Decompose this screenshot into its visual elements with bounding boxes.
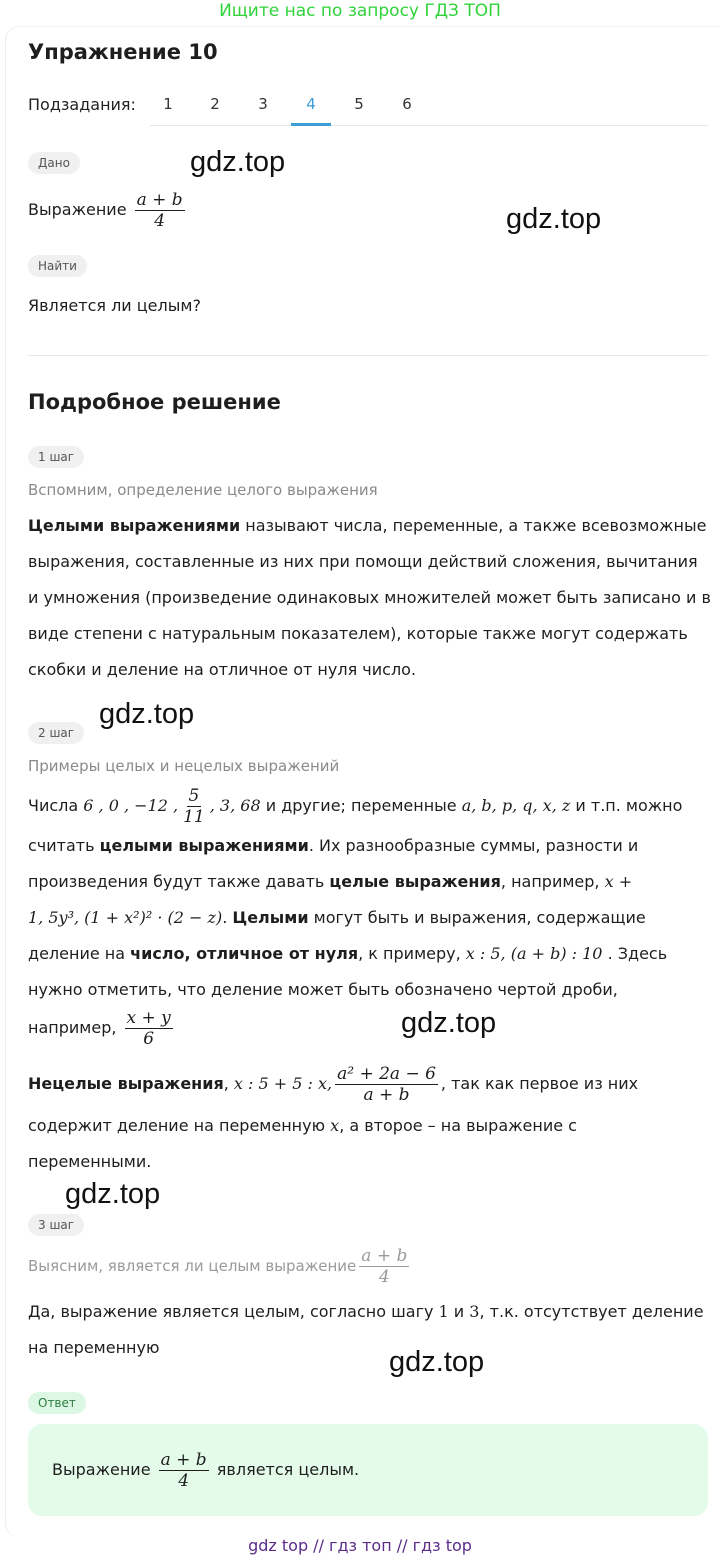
- step3-chip: 3 шаг: [28, 1214, 84, 1236]
- d: 4: [378, 1267, 390, 1287]
- tab-5[interactable]: 5: [354, 95, 364, 113]
- section-divider: [28, 355, 708, 356]
- answer-text: [52, 1448, 359, 1492]
- given-denominator: 4: [154, 211, 166, 231]
- n: a² + 2a − 6: [337, 1064, 436, 1084]
- watermark: gdz.top: [99, 698, 195, 730]
- given-fraction: [135, 190, 185, 231]
- t: , а второе – на выражение с: [339, 1116, 577, 1135]
- frac-nonint: [335, 1064, 438, 1105]
- m: 1, 5y³, (1 + x²)² · (2 − z): [28, 908, 223, 927]
- step3-caption-line: [28, 1246, 412, 1287]
- b: Целыми: [232, 908, 309, 927]
- step3-line1: [28, 1294, 713, 1330]
- step2-line3: [28, 864, 713, 900]
- step2-line4: [28, 900, 713, 936]
- tab-2[interactable]: 2: [210, 95, 220, 113]
- frac-5-11: [181, 786, 207, 827]
- b: Нецелые выражения: [28, 1074, 224, 1093]
- step2-caption: Примеры целых и нецелых выражений: [28, 757, 340, 775]
- step2-line5: [28, 936, 713, 972]
- step1-chip: 1 шаг: [28, 446, 84, 468]
- t: считать: [28, 836, 100, 855]
- given-statement: [28, 190, 188, 231]
- m: 6 , 0 , −12 ,: [83, 796, 179, 815]
- n: 5: [188, 786, 200, 806]
- page-title: Упражнение 10: [28, 40, 218, 64]
- step2-line2: [28, 828, 713, 864]
- t: , к примеру,: [358, 944, 466, 963]
- answer-chip: Ответ: [28, 1392, 86, 1414]
- b: целые выражения: [329, 872, 501, 891]
- step3-caption: Выясним, является ли целым выражение: [28, 1257, 357, 1275]
- d: 4: [178, 1471, 190, 1491]
- n: a + b: [160, 1450, 207, 1470]
- footer-links[interactable]: gdz top // гдз топ // гдз top: [248, 1536, 472, 1555]
- t: и: [448, 1302, 470, 1321]
- m: 3: [469, 1302, 480, 1321]
- step2-line8: [28, 1064, 713, 1105]
- given-numerator: a + b: [136, 190, 183, 210]
- t: деление на: [28, 944, 131, 963]
- frac-xy-6: [125, 1008, 173, 1049]
- promo-banner[interactable]: Ищите нас по запросу ГДЗ ТОП: [219, 1, 501, 21]
- step1-text: [28, 508, 713, 688]
- t: например,: [28, 1018, 122, 1037]
- d: 11: [183, 807, 205, 827]
- tabs-divider: [150, 125, 708, 126]
- step2-line10: переменными.: [28, 1152, 152, 1171]
- step2-line9: [28, 1108, 713, 1144]
- step2-chip: 2 шаг: [28, 722, 84, 744]
- m: 1: [438, 1302, 449, 1321]
- active-tab-indicator: [291, 123, 331, 126]
- step3-line2: на переменную: [28, 1338, 160, 1357]
- t: могут быть и выражения, содержащие: [308, 908, 646, 927]
- t: содержит деление на переменную: [28, 1116, 331, 1135]
- t: является целым.: [216, 1460, 360, 1479]
- t: , так как первое из них: [440, 1074, 639, 1093]
- n: x + y: [126, 1008, 171, 1028]
- step1-caption: Вспомним, определение целого выражения: [28, 481, 378, 499]
- given-chip: Дано: [28, 152, 80, 174]
- t: , т.к. отсутствует деление: [479, 1302, 704, 1321]
- t: и т.п. можно: [570, 796, 683, 815]
- watermark: gdz.top: [401, 1007, 497, 1039]
- t: ,: [223, 1074, 234, 1093]
- step3-fraction: [359, 1246, 409, 1287]
- watermark: gdz.top: [389, 1346, 485, 1378]
- watermark: gdz.top: [190, 146, 286, 178]
- tab-3[interactable]: 3: [258, 95, 268, 113]
- d: a + b: [363, 1085, 410, 1105]
- n: a + b: [361, 1246, 408, 1266]
- t: и другие; переменные: [260, 796, 462, 815]
- find-text: Является ли целым?: [28, 296, 201, 315]
- m: , 3, 68: [209, 796, 261, 815]
- t: .: [222, 908, 233, 927]
- solution-title: Подробное решение: [28, 390, 281, 414]
- t: , например,: [500, 872, 605, 891]
- m: x : 5 + 5 : x,: [233, 1074, 333, 1093]
- b: целыми выражениями: [99, 836, 309, 855]
- tab-1[interactable]: 1: [163, 95, 173, 113]
- subtasks-label: Подзадания:: [28, 95, 136, 114]
- find-chip: Найти: [28, 255, 87, 277]
- t: Выражение: [52, 1460, 151, 1479]
- watermark: gdz.top: [506, 203, 602, 235]
- t: Числа: [28, 796, 84, 815]
- step1-body: называют числа, переменные, а также всевозможные выражения, составленные из них при помощи действий сложения, вычитания и умножения (произведение одинаковых множителей может быть записано и в виде степени с натуральным показателем), которые также могут содержать скобки и деление на отличное от нуля число.: [28, 516, 711, 679]
- b: число, отличное от нуля: [130, 944, 359, 963]
- t: произведения будут также давать: [28, 872, 330, 891]
- m: x +: [604, 872, 633, 891]
- tab-6[interactable]: 6: [402, 95, 412, 113]
- m: x: [330, 1116, 340, 1135]
- t: Да, выражение является целым, согласно шагу: [28, 1302, 439, 1321]
- tab-4[interactable]: 4: [306, 95, 316, 113]
- step2-line1: [28, 786, 713, 827]
- step2-line7: [28, 1008, 713, 1049]
- vars: a, b, p, q, x, z: [461, 796, 571, 815]
- step2-line6: нужно отметить, что деление может быть обозначено чертой дроби,: [28, 980, 618, 999]
- given-text: Выражение: [28, 200, 127, 219]
- step1-bold: Целыми выражениями: [28, 516, 241, 535]
- m: x : 5, (a + b) : 10: [465, 944, 603, 963]
- answer-fraction: [159, 1450, 209, 1491]
- watermark: gdz.top: [65, 1178, 161, 1210]
- d: 6: [143, 1029, 155, 1049]
- t: . Здесь: [602, 944, 668, 963]
- t: . Их разнообразные суммы, разности и: [308, 836, 639, 855]
